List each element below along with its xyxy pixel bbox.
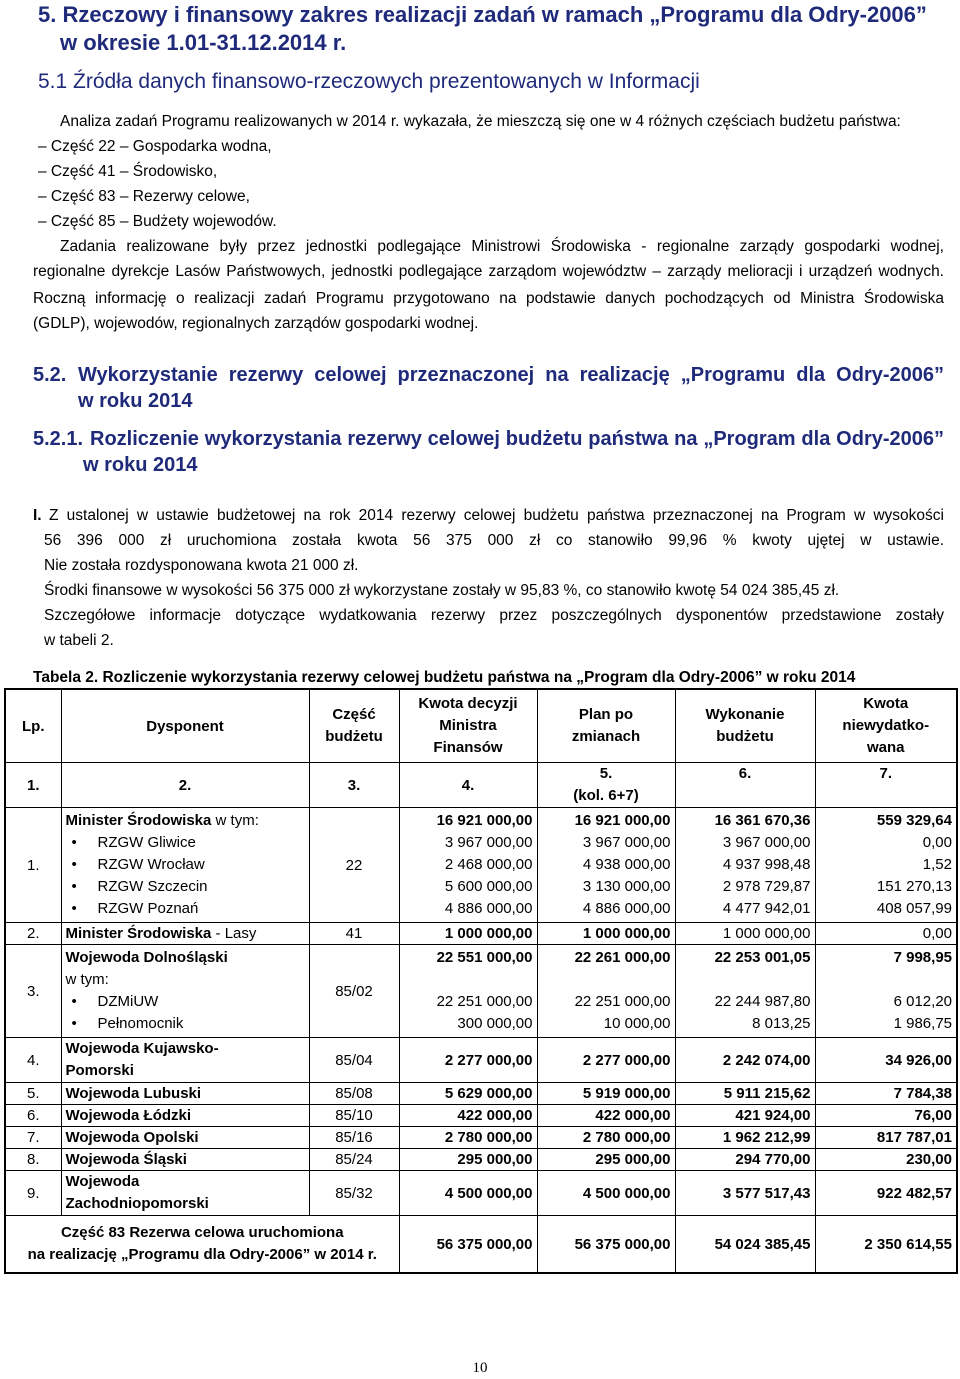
cell-kwota: 4 500 000,00 xyxy=(399,1171,537,1216)
intro-text: Analiza zadań Programu realizowanych w 2014 r. wykazała, że mieszczą się one w 4 różnych częściach budżetu państwa: xyxy=(60,113,901,130)
section-I-marker: I. xyxy=(33,507,42,524)
table-row xyxy=(5,808,957,923)
list-item: • RZGW Wrocław xyxy=(66,854,305,876)
list-item: • Pełnomocnik xyxy=(66,1013,305,1035)
table-total-row xyxy=(5,1216,957,1274)
section-I-line6: w tabeli 2. xyxy=(44,632,114,649)
cell-wykonanie: 1 962 212,99 xyxy=(675,1127,815,1149)
cell-plan: 56 375 000,00 xyxy=(537,1216,675,1274)
cell-czesc: 85/04 xyxy=(309,1038,399,1083)
cell-czesc: 41 xyxy=(309,923,399,945)
section-I-line2: 56 396 000 zł uruchomiona została kwota 56 375 000 zł co stanowiło 99,96 % kwoty ujętej w ustawie. xyxy=(44,532,944,549)
section-5-1-heading: 5.1 Źródła danych finansowo-rzeczowych prezentowanych w Informacji xyxy=(38,70,700,93)
cell-plan: 1 000 000,00 xyxy=(537,923,675,945)
cell-czesc: 85/16 xyxy=(309,1127,399,1149)
cell-dysponent: Wojewoda Opolski xyxy=(61,1127,309,1149)
table-row xyxy=(5,1127,957,1149)
paragraph-2-line2: (GDLP), wojewodów, regionalnych zarządów gospodarki wodnej. xyxy=(33,315,479,332)
part-item: – Część 85 – Budżety wojewodów. xyxy=(38,213,277,230)
cell-niewydatkowana: 817 787,01 xyxy=(815,1127,957,1149)
cell-dysponent: Wojewoda Zachodniopomorski xyxy=(61,1171,309,1216)
cell-niewydatkowana: 2 350 614,55 xyxy=(815,1216,957,1274)
cell-wykonanie: 16 361 670,36 3 967 000,00 4 937 998,48 2 978 729,87 4 477 942,01 xyxy=(675,808,815,923)
cell-kwota: 295 000,00 xyxy=(399,1149,537,1171)
cell-czesc: 22 xyxy=(309,808,399,923)
cell-lp: 8. xyxy=(5,1149,61,1171)
cell-niewydatkowana: 76,00 xyxy=(815,1105,957,1127)
cell-kwota: 5 629 000,00 xyxy=(399,1083,537,1105)
cell-total-label: Część 83 Rezerwa celowa uruchomiona na realizację „Programu dla Odry-2006” w 2014 r. xyxy=(5,1216,399,1274)
section-5-2-heading-line2: w roku 2014 xyxy=(78,390,193,412)
cell-kwota: 22 551 000,00 22 251 000,00 300 000,00 xyxy=(399,945,537,1038)
col-number: 1. xyxy=(5,763,61,808)
cell-wykonanie: 1 000 000,00 xyxy=(675,923,815,945)
part-item: – Część 41 – Środowisko, xyxy=(38,163,218,180)
cell-plan: 5 919 000,00 xyxy=(537,1083,675,1105)
cell-lp: 3. xyxy=(5,945,61,1038)
col-number: 6. xyxy=(675,763,815,808)
cell-niewydatkowana: 7 784,38 xyxy=(815,1083,957,1105)
table-caption: Tabela 2. Rozliczenie wykorzystania rezerwy celowej budżetu państwa na „Program dla Odry-2006” w roku 2014 xyxy=(33,669,856,686)
cell-czesc: 85/32 xyxy=(309,1171,399,1216)
cell-dysponent: Wojewoda Kujawsko- Pomorski xyxy=(61,1038,309,1083)
cell-wykonanie: 421 924,00 xyxy=(675,1105,815,1127)
cell-czesc: 85/02 xyxy=(309,945,399,1038)
cell-dysponent: Wojewoda Lubuski xyxy=(61,1083,309,1105)
header-lp: Lp. xyxy=(5,689,61,763)
section-I-line1: Z ustalonej w ustawie budżetowej na rok 2014 rezerwy celowej budżetu państwa przeznaczonej na Program w wysokości xyxy=(49,507,944,524)
cell-dysponent: Minister Środowiska - Lasy xyxy=(61,923,309,945)
cell-plan: 2 277 000,00 xyxy=(537,1038,675,1083)
list-item: • DZMiUW xyxy=(66,991,305,1013)
cell-plan: 295 000,00 xyxy=(537,1149,675,1171)
cell-czesc: 85/10 xyxy=(309,1105,399,1127)
cell-kwota: 422 000,00 xyxy=(399,1105,537,1127)
table-numbering-row xyxy=(5,763,957,808)
section-5-heading: 5. Rzeczowy i finansowy zakres realizacji zadań w ramach „Programu dla Odry-2006” xyxy=(38,2,927,27)
cell-dysponent: Wojewoda Śląski xyxy=(61,1149,309,1171)
header-kwota-decyzji: Kwota decyzji Ministra Finansów xyxy=(399,689,537,763)
header-czesc: Część budżetu xyxy=(309,689,399,763)
cell-kwota: 2 277 000,00 xyxy=(399,1038,537,1083)
cell-lp: 5. xyxy=(5,1083,61,1105)
cell-lp: 9. xyxy=(5,1171,61,1216)
list-item: • RZGW Szczecin xyxy=(66,876,305,898)
col-number: 7. xyxy=(815,763,957,808)
table-row xyxy=(5,923,957,945)
paragraph-1-line1: Zadania realizowane były przez jednostki podlegające Ministrowi Środowiska - regionalne zarządy gospodarki wodnej, xyxy=(60,238,944,255)
cell-dysponent: Wojewoda Łódzki xyxy=(61,1105,309,1127)
table-row xyxy=(5,1083,957,1105)
table-row xyxy=(5,1038,957,1083)
section-5-2-1-number: 5.2.1. xyxy=(33,428,84,450)
col-number: 3. xyxy=(309,763,399,808)
table-header-row xyxy=(5,689,957,763)
cell-dysponent: Wojewoda Dolnośląski w tym: • DZMiUW • Pełnomocnik xyxy=(61,945,309,1038)
cell-plan: 16 921 000,00 3 967 000,00 4 938 000,00 3 130 000,00 4 886 000,00 xyxy=(537,808,675,923)
paragraph-1-line2: regionalne dyrekcje Lasów Państwowych, jednostki podlegające zarządom województw – zarządy melioracji i urządzeń wodnych. xyxy=(33,263,944,280)
cell-niewydatkowana: 922 482,57 xyxy=(815,1171,957,1216)
cell-wykonanie: 3 577 517,43 xyxy=(675,1171,815,1216)
cell-lp: 6. xyxy=(5,1105,61,1127)
cell-plan: 2 780 000,00 xyxy=(537,1127,675,1149)
table-row xyxy=(5,1171,957,1216)
col-number: 5. (kol. 6+7) xyxy=(537,763,675,808)
cell-plan: 22 261 000,00 22 251 000,00 10 000,00 xyxy=(537,945,675,1038)
section-5-heading-line2: w okresie 1.01-31.12.2014 r. xyxy=(60,30,347,55)
cell-plan: 422 000,00 xyxy=(537,1105,675,1127)
cell-niewydatkowana: 559 329,64 0,00 1,52 151 270,13 408 057,99 xyxy=(815,808,957,923)
col-number: 2. xyxy=(61,763,309,808)
cell-czesc: 85/08 xyxy=(309,1083,399,1105)
cell-lp: 4. xyxy=(5,1038,61,1083)
list-item: • RZGW Gliwice xyxy=(66,832,305,854)
cell-wykonanie: 22 253 001,05 22 244 987,80 8 013,25 xyxy=(675,945,815,1038)
budget-table xyxy=(4,688,958,1274)
cell-kwota: 56 375 000,00 xyxy=(399,1216,537,1274)
cell-kwota: 1 000 000,00 xyxy=(399,923,537,945)
header-niewydatkowana: Kwota niewydatko- wana xyxy=(815,689,957,763)
cell-lp: 1. xyxy=(5,808,61,923)
cell-kwota: 16 921 000,00 3 967 000,00 2 468 000,00 5 600 000,00 4 886 000,00 xyxy=(399,808,537,923)
section-5-2-1-heading-line2: w roku 2014 xyxy=(83,454,198,476)
cell-niewydatkowana: 230,00 xyxy=(815,1149,957,1171)
section-5-2-number: 5.2. xyxy=(33,364,67,386)
paragraph-2-line1: Roczną informację o realizacji zadań Programu przygotowano na podstawie danych pochodzących od Ministra Środowiska xyxy=(33,290,944,307)
cell-plan: 4 500 000,00 xyxy=(537,1171,675,1216)
cell-niewydatkowana: 7 998,95 6 012,20 1 986,75 xyxy=(815,945,957,1038)
section-I-line3: Nie została rozdysponowana kwota 21 000 zł. xyxy=(44,557,359,574)
cell-czesc: 85/24 xyxy=(309,1149,399,1171)
header-plan: Plan po zmianach xyxy=(537,689,675,763)
section-I-line5: Szczegółowe informacje dotyczące wydatkowania rezerwy przez poszczególnych dysponentów przedstawione zostały xyxy=(44,607,944,624)
table-row xyxy=(5,945,957,1038)
list-item: • RZGW Poznań xyxy=(66,898,305,920)
section-I-line4: Środki finansowe w wysokości 56 375 000 zł wykorzystane zostały w 95,83 %, co stanowiło kwotę 54 024 385,45 zł. xyxy=(44,582,840,599)
page-number: 10 xyxy=(472,1360,488,1376)
cell-niewydatkowana: 0,00 xyxy=(815,923,957,945)
table-row xyxy=(5,1105,957,1127)
header-wykonanie: Wykonanie budżetu xyxy=(675,689,815,763)
table-row xyxy=(5,1149,957,1171)
cell-wykonanie: 294 770,00 xyxy=(675,1149,815,1171)
cell-niewydatkowana: 34 926,00 xyxy=(815,1038,957,1083)
cell-wykonanie: 54 024 385,45 xyxy=(675,1216,815,1274)
section-5-2-heading: Wykorzystanie rezerwy celowej przeznaczonej na realizację „Programu dla Odry-2006” xyxy=(78,364,944,386)
header-dysponent: Dysponent xyxy=(61,689,309,763)
col-number: 4. xyxy=(399,763,537,808)
part-item: – Część 83 – Rezerwy celowe, xyxy=(38,188,250,205)
cell-lp: 7. xyxy=(5,1127,61,1149)
cell-kwota: 2 780 000,00 xyxy=(399,1127,537,1149)
cell-wykonanie: 2 242 074,00 xyxy=(675,1038,815,1083)
cell-dysponent: Minister Środowiska w tym: • RZGW Gliwice • RZGW Wrocław • RZGW Szczecin • RZGW Poznań xyxy=(61,808,309,923)
cell-lp: 2. xyxy=(5,923,61,945)
part-item: – Część 22 – Gospodarka wodna, xyxy=(38,138,272,155)
cell-wykonanie: 5 911 215,62 xyxy=(675,1083,815,1105)
section-5-2-1-heading: Rozliczenie wykorzystania rezerwy celowej budżetu państwa na „Program dla Odry-2006” xyxy=(90,428,944,450)
